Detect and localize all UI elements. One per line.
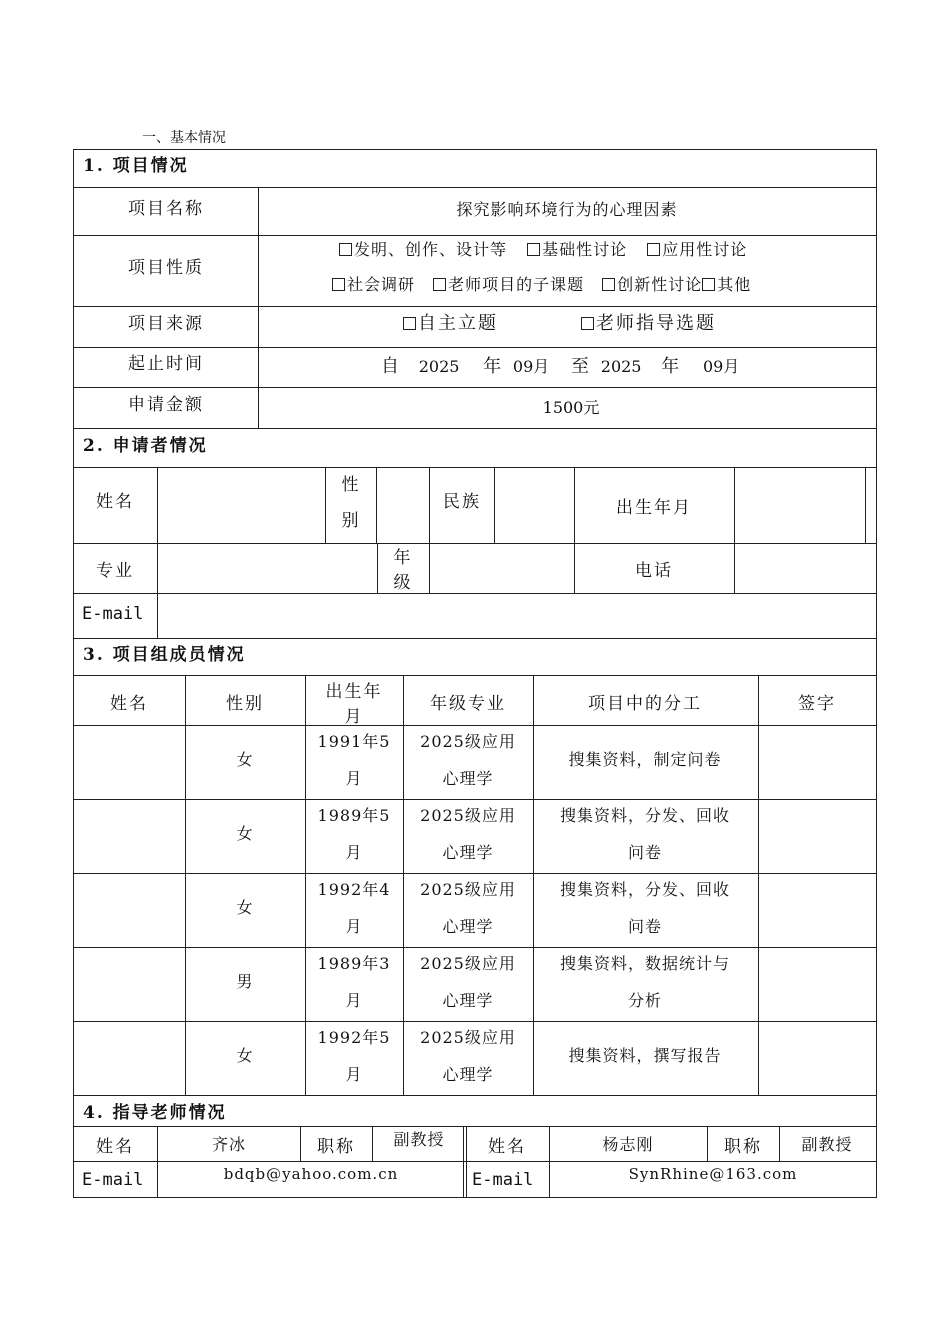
- label-major: 专业: [96, 561, 134, 581]
- checkbox-icon: [602, 278, 615, 291]
- nature-option-subtopic[interactable]: 老师项目的子课题: [433, 275, 584, 294]
- member-major-line-1: 2025级应用: [420, 954, 516, 973]
- label-project-nature: 项目性质: [128, 258, 204, 278]
- label-advisor-name: 姓名: [96, 1137, 134, 1157]
- checkbox-icon: [403, 317, 416, 330]
- checkbox-icon: [702, 278, 715, 291]
- member-major-line-1: 2025级应用: [420, 1028, 516, 1047]
- member-birth-line-1: 1989年5: [317, 806, 391, 825]
- checkbox-icon: [527, 243, 540, 256]
- project-name-value: 探究影响环境行为的心理因素: [456, 200, 678, 219]
- label-gender-1: 性: [341, 475, 361, 495]
- label-ethnic: 民族: [443, 492, 481, 512]
- member-role-line-2: 问卷: [627, 917, 663, 936]
- advisor-1-name: 齐冰: [211, 1135, 247, 1154]
- header-role: 项目中的分工: [588, 694, 702, 714]
- label-advisor-title-2: 职称: [724, 1137, 762, 1157]
- member-birth-line-2: 月: [345, 991, 363, 1010]
- label-advisor-email-2: E-mail: [472, 1170, 534, 1190]
- member-major-line-2: 心理学: [442, 843, 494, 862]
- advisor-1-title: 副教授: [393, 1130, 445, 1149]
- checkbox-icon: [581, 317, 594, 330]
- section-intro: 一、基本情况: [142, 130, 226, 146]
- nature-option-other[interactable]: 其他: [702, 275, 751, 294]
- checkbox-icon: [332, 278, 345, 291]
- advisor-2-email: SynRhine@163.com: [628, 1165, 798, 1183]
- end-month: 09月: [702, 357, 740, 376]
- nature-option-innovative[interactable]: 创新性讨论: [602, 275, 702, 294]
- member-role: 搜集资料，撰写报告: [568, 1046, 722, 1065]
- member-birth-line-2: 月: [345, 1065, 363, 1084]
- member-birth-line-1: 1992年4: [317, 880, 391, 899]
- member-role-line-1: 搜集资料，分发、回收: [559, 806, 731, 825]
- member-birth-line-2: 月: [345, 769, 363, 788]
- section-heading-project: 1. 项目情况: [83, 156, 189, 176]
- member-gender: 女: [236, 1046, 254, 1065]
- application-form: [73, 149, 877, 1198]
- checkbox-icon: [339, 243, 352, 256]
- label-gender-2: 别: [341, 511, 361, 531]
- member-role-line-1: 搜集资料，分发、回收: [559, 880, 731, 899]
- member-birth-line-1: 1989年3: [317, 954, 391, 973]
- header-name: 姓名: [110, 694, 148, 714]
- end-year: 2025: [600, 357, 642, 376]
- label-birth: 出生年月: [616, 498, 692, 518]
- member-major-line-2: 心理学: [442, 769, 494, 788]
- header-birth-1: 出生年: [325, 682, 383, 702]
- start-year: 2025: [418, 357, 460, 376]
- label-applicant-name: 姓名: [96, 492, 134, 512]
- amount-value: 1500元: [542, 398, 600, 417]
- member-birth-line-1: 1992年5: [317, 1028, 391, 1047]
- nature-option-basic[interactable]: 基础性讨论: [527, 240, 627, 259]
- member-role: 搜集资料，制定问卷: [568, 750, 722, 769]
- advisor-2-title: 副教授: [801, 1135, 853, 1154]
- header-gender: 性别: [226, 694, 264, 714]
- member-major-line-2: 心理学: [442, 991, 494, 1010]
- nature-option-survey[interactable]: 社会调研: [332, 275, 415, 294]
- label-grade-1: 年: [393, 548, 413, 568]
- member-gender: 女: [236, 750, 254, 769]
- label-advisor-title: 职称: [317, 1137, 355, 1157]
- label-amount: 申请金额: [128, 395, 204, 415]
- member-major-line-2: 心理学: [442, 1065, 494, 1084]
- label-phone: 电话: [635, 561, 673, 581]
- member-major-line-1: 2025级应用: [420, 732, 516, 751]
- header-signature: 签字: [798, 694, 836, 714]
- member-gender: 男: [236, 972, 254, 991]
- section-heading-advisors: 4. 指导老师情况: [83, 1103, 227, 1123]
- nature-option-invention[interactable]: 发明、创作、设计等: [339, 240, 507, 259]
- advisor-1-email: bdqb@yahoo.com.cn: [223, 1165, 399, 1183]
- member-major-line-1: 2025级应用: [420, 880, 516, 899]
- label-period: 起止时间: [128, 354, 204, 374]
- advisor-2-name: 杨志刚: [602, 1135, 654, 1154]
- nature-options-row-1: [339, 237, 747, 260]
- checkbox-icon: [433, 278, 446, 291]
- label-project-name: 项目名称: [128, 199, 204, 219]
- source-option-self[interactable]: 自主立题: [403, 309, 498, 335]
- label-email: E-mail: [82, 604, 144, 624]
- section-heading-members: 3. 项目组成员情况: [83, 645, 246, 665]
- header-grade-major: 年级专业: [430, 694, 506, 714]
- member-major-line-1: 2025级应用: [420, 806, 516, 825]
- period-value: 自 2025 年 09月 至 2025 年 09月: [381, 356, 740, 377]
- source-option-teacher[interactable]: 老师指导选题: [581, 309, 716, 335]
- label-project-source: 项目来源: [128, 314, 204, 334]
- checkbox-icon: [647, 243, 660, 256]
- label-advisor-email: E-mail: [82, 1170, 144, 1190]
- member-role-line-2: 问卷: [627, 843, 663, 862]
- label-grade-2: 级: [393, 573, 413, 593]
- member-birth-line-2: 月: [345, 917, 363, 936]
- member-major-line-2: 心理学: [442, 917, 494, 936]
- member-birth-line-1: 1991年5: [317, 732, 391, 751]
- header-birth-2: 月: [344, 707, 364, 727]
- member-role-line-1: 搜集资料，数据统计与: [559, 954, 731, 973]
- section-heading-applicant: 2. 申请者情况: [83, 436, 208, 456]
- member-role-line-2: 分析: [627, 991, 663, 1010]
- label-advisor-name-2: 姓名: [488, 1137, 526, 1157]
- start-month: 09月: [512, 357, 550, 376]
- member-gender: 女: [236, 898, 254, 917]
- member-birth-line-2: 月: [345, 843, 363, 862]
- nature-options-row-2: [332, 272, 751, 295]
- member-gender: 女: [236, 824, 254, 843]
- nature-option-applied[interactable]: 应用性讨论: [647, 240, 747, 259]
